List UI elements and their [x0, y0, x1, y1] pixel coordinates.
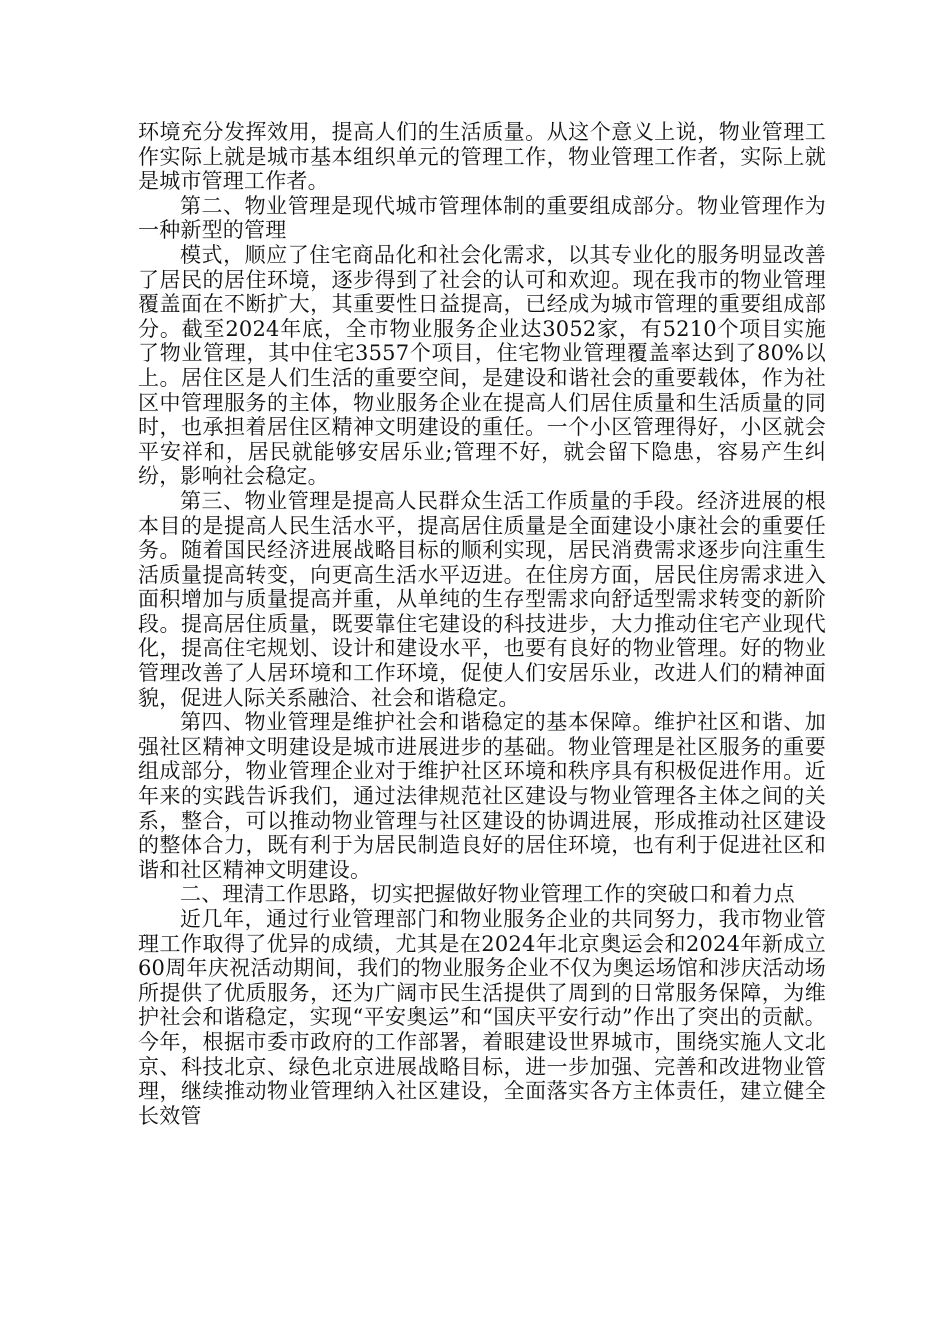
section-heading-two: 二、理清工作思路，切实把握做好物业管理工作的突破口和着力点: [180, 882, 795, 907]
paragraph-third-point: 第三、物业管理是提高人民群众生活工作质量的手段。经济进展的根本目的是提高人民生活水平，提高居住质量是全面建设小康社会的重要任务。随着国民经济进展战略目标的顺利实现，居民消费需求逐步向注重生活质量提高转变，向更高生活水平迈进。在住房方面，居民住房需求进入面积增加与质量提高并重，从单纯的生存型需求向舒适型需求转变的新阶段。提高居住质量，既要靠住宅建设的科技进步，大力推动住宅产业现代化，提高住宅规划、设计和建设水平，也要有良好的物业管理。好的物业管理改善了人居环境和工作环境，促使人们安居乐业，改进人们的精神面貌，促进人际关系融洽、社会和谐稳定。: [138, 488, 826, 710]
paragraph-intro: 环境充分发挥效用，提高人们的生活质量。从这个意义上说，物业管理工作实际上就是城市基本组织单元的管理工作，物业管理工作者，实际上就是城市管理工作者。: [138, 120, 826, 194]
paragraph-second-point-body: 模式，顺应了住宅商品化和社会化需求，以其专业化的服务明显改善了居民的居住环境，逐步得到了社会的认可和欢迎。现在我市的物业管理覆盖面在不断扩大，其重要性日益提高，已经成为城市管理的重要组成部分。截至2024年底，全市物业服务企业达3052家，有5210个项目实施了物业管理，其中住宅3557个项目，住宅物业管理覆盖率达到了80%以上。居住区是人们生活的重要空间，是建设和谐社会的重要载体，作为社区中管理服务的主体，物业服务企业在提高人们居住质量和生活质量的同时，也承担着居住区精神文明建设的重任。一个小区管理得好，小区就会平安祥和，居民就能够安居乐业;管理不好，就会留下隐患，容易产生纠纷，影响社会稳定。: [138, 242, 826, 489]
paragraph-fourth-point: 第四、物业管理是维护社会和谐稳定的基本保障。维护社区和谐、加强社区精神文明建设是城市进展进步的基础。物业管理是社区服务的重要组成部分，物业管理企业对于维护社区环境和秩序具有积极促进作用。近年来的实践告诉我们，通过法律规范社区建设与物业管理各主体之间的关系，整合，可以推动物业管理与社区建设的协调进展，形成推动社区建设的整体合力，既有利于为居民制造良好的居住环境，也有利于促进社区和谐和社区精神文明建设。: [138, 710, 826, 882]
paragraph-recent-years: 近几年，通过行业管理部门和物业服务企业的共同努力，我市物业管理工作取得了优异的成绩，尤其是在2024年北京奥运会和2024年新成立60周年庆祝活动期间，我们的物业服务企业不仅为奥运场馆和涉庆活动场所提供了优质服务，还为广阔市民生活提供了周到的日常服务保障，为维护社会和谐稳定，实现“平安奥运”和“国庆平安行动”作出了突出的贡献。今年，根据市委市政府的工作部署，着眼建设世界城市，围绕实施人文北京、科技北京、绿色北京进展战略目标，进一步加强、完善和改进物业管理，继续推动物业管理纳入社区建设，全面落实各方主体责任，建立健全长效管: [138, 907, 826, 1128]
document-page: [138, 120, 826, 1128]
paragraph-second-point-heading: 第二、物业管理是现代城市管理体制的重要组成部分。物业管理作为一种新型的管理: [138, 193, 826, 243]
